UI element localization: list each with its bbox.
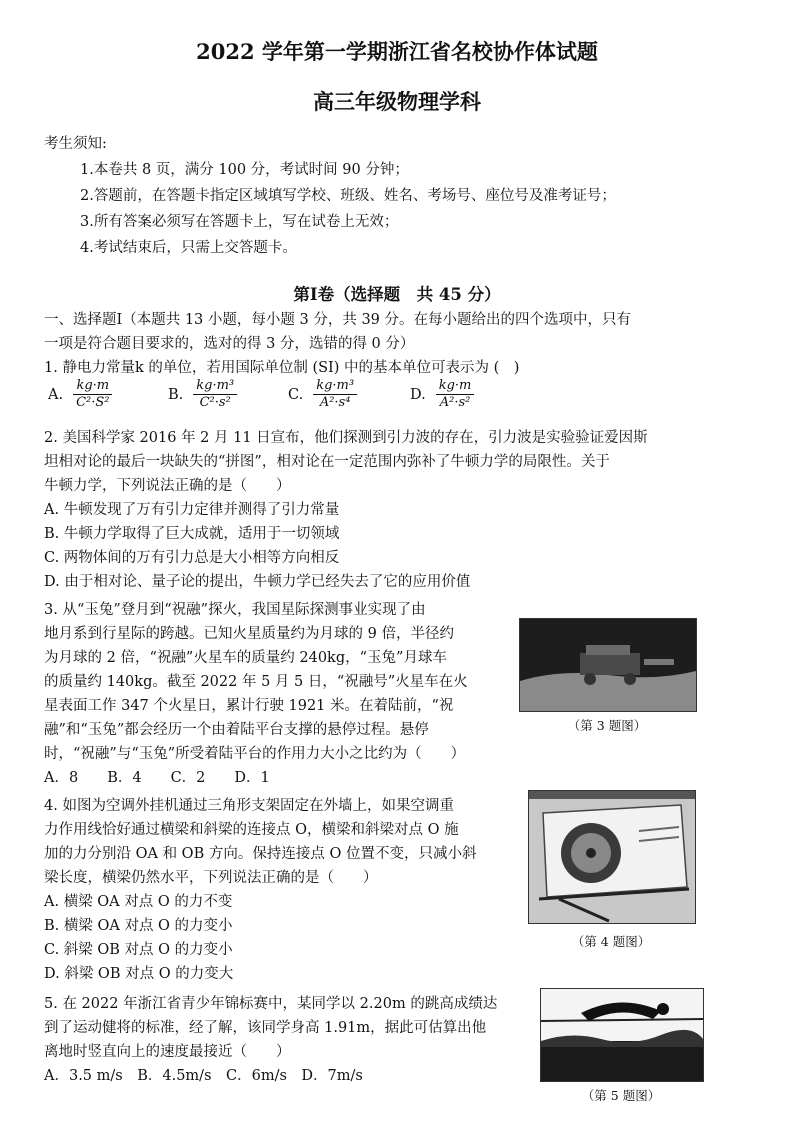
q4-option: D. 斜梁 OB 对点 O 的力变大 xyxy=(44,966,234,982)
fraction-numerator: kg·m xyxy=(436,378,475,395)
q1-option-d xyxy=(410,378,474,411)
q1-stem: 1. 静电力常量k 的单位，若用国际单位制 (SI) 中的基本单位可表示为 ( ) xyxy=(44,360,520,376)
fraction-denominator: C²·s² xyxy=(199,395,231,410)
q2-option: D. 由于相对论、量子论的提出，牛顿力学已经失去了它的应用价值 xyxy=(44,574,471,590)
q5-stem-line: 5. 在 2022 年浙江省青少年锦标赛中，某同学以 2.20m 的跳高成绩达 xyxy=(44,996,498,1012)
fraction xyxy=(436,378,475,411)
high-jump-photo xyxy=(541,989,703,1081)
option-label: C. xyxy=(288,386,304,403)
q2-option: C. 两物体间的万有引力总是大小相等方向相反 xyxy=(44,550,340,566)
fraction xyxy=(313,378,357,411)
part1-intro xyxy=(44,308,708,380)
q4-option: B. 横梁 OA 对点 O 的力变小 xyxy=(44,918,233,934)
intro-line: 一、选择题Ⅰ（本题共 13 小题，每小题 3 分，共 39 分。在每小题给出的四个选项中，只有 xyxy=(44,312,632,328)
notice-item: 2.答题前，在答题卡指定区域填写学校、班级、姓名、考场号、座位号及准考证号； xyxy=(80,188,616,204)
candidate-notice xyxy=(44,131,616,261)
q2-stem-line: 2. 美国科学家 2016 年 2 月 11 日宣布，他们探测到引力波的存在，引力波是实验验证爱因斯 xyxy=(44,430,648,446)
fraction-numerator: kg·m³ xyxy=(313,378,357,395)
q4-option: C. 斜梁 OB 对点 O 的力变小 xyxy=(44,942,233,958)
q1-options xyxy=(48,378,568,422)
q4-figure xyxy=(528,790,696,924)
q3-stem-line: 3. 从“玉兔”登月到“祝融”探火，我国星际探测事业实现了由 xyxy=(44,602,426,618)
q5-stem-line: 离地时竖直向上的速度最接近（ ） xyxy=(44,1044,291,1060)
option-label: D. xyxy=(410,386,426,403)
fraction xyxy=(73,378,112,411)
q2-option: A. 牛顿发现了万有引力定律并测得了引力常量 xyxy=(44,502,340,518)
notice-item: 4.考试结束后，只需上交答题卡。 xyxy=(80,240,297,256)
q4-stem-line: 梁长度，横梁仍然水平，下列说法正确的是（ ） xyxy=(44,870,378,886)
q1-option-b xyxy=(168,378,237,411)
fraction xyxy=(193,378,237,411)
question-5 xyxy=(44,992,534,1088)
q3-stem-line: 地月系到行星际的跨越。已知火星质量约为月球的 9 倍，半径约 xyxy=(44,626,454,642)
notice-heading: 考生须知: xyxy=(44,136,107,152)
q5-caption: （第 5 题图） xyxy=(581,1088,661,1103)
q1-option-a xyxy=(48,378,113,411)
q2-stem-line: 牛顿力学，下列说法正确的是（ ） xyxy=(44,478,291,494)
q3-figure xyxy=(519,618,697,712)
question-2 xyxy=(44,426,708,594)
q4-stem-line: 力作用线恰好通过横梁和斜梁的连接点 O，横梁和斜梁对点 O 施 xyxy=(44,822,459,838)
option-label: B. xyxy=(168,386,184,403)
q3-stem-line: 的质量约 140kg。截至 2022 年 5 月 5 日，“祝融号”火星车在火 xyxy=(44,674,468,690)
exam-title: 2022 学年第一学期浙江省名校协作体试题 xyxy=(196,39,598,64)
q5-stem-line: 到了运动健将的标准，经了解，该同学身高 1.91m，据此可估算出他 xyxy=(44,1020,487,1036)
question-4 xyxy=(44,794,519,986)
notice-item: 1.本卷共 8 页，满分 100 分，考试时间 90 分钟； xyxy=(80,162,409,178)
q5-options: A．3.5 m/s B．4.5m/s C．6m/s D．7m/s xyxy=(44,1068,363,1084)
q3-options: A．8 B．4 C．2 D．1 xyxy=(44,770,270,786)
q3-stem-line: 为月球的 2 倍，“祝融”火星车的质量约 240kg，“玉兔”月球车 xyxy=(44,650,447,666)
notice-item: 3.所有答案必须写在答题卡上，写在试卷上无效； xyxy=(80,214,399,230)
q3-caption: （第 3 题图） xyxy=(567,718,647,733)
q2-option: B. 牛顿力学取得了巨大成就，适用于一切领域 xyxy=(44,526,340,542)
q4-stem-line: 4. 如图为空调外挂机通过三角形支架固定在外墙上，如果空调重 xyxy=(44,798,454,814)
fraction-numerator: kg·m³ xyxy=(193,378,237,395)
air-conditioner-photo xyxy=(529,791,695,923)
q3-stem-line: 时，“祝融”与“玉兔”所受着陆平台的作用力大小之比约为（ ） xyxy=(44,746,466,762)
question-3 xyxy=(44,598,519,790)
q4-option: A. 横梁 OA 对点 O 的力不变 xyxy=(44,894,233,910)
q2-stem-line: 坦相对论的最后一块缺失的“拼图”，相对论在一定范围内弥补了牛顿力学的局限性。关于 xyxy=(44,454,610,470)
q3-stem-line: 融”和“玉兔”都会经历一个由着陆平台支撑的悬停过程。悬停 xyxy=(44,722,429,738)
fraction-denominator: A²·s⁴ xyxy=(319,395,351,410)
q5-figure xyxy=(540,988,704,1082)
fraction-denominator: A²·s² xyxy=(439,395,471,410)
q3-stem-line: 星表面工作 347 个火星日，累计行驶 1921 米。在着陆前，“祝 xyxy=(44,698,454,714)
section-title: 第Ⅰ卷（选择题 共 45 分） xyxy=(293,285,501,304)
intro-line: 一项是符合题目要求的，选对的得 3 分，选错的得 0 分） xyxy=(44,336,415,352)
fraction-numerator: kg·m xyxy=(73,378,112,395)
option-label: A. xyxy=(48,386,64,403)
exam-subtitle: 高三年级物理学科 xyxy=(313,89,481,114)
q1-option-c xyxy=(288,378,357,411)
rover-photo xyxy=(520,619,696,711)
fraction-denominator: C²·S² xyxy=(76,395,110,410)
q4-stem-line: 加的力分别沿 OA 和 OB 方向。保持连接点 O 位置不变，只减小斜 xyxy=(44,846,477,862)
q4-caption: （第 4 题图） xyxy=(571,934,651,949)
